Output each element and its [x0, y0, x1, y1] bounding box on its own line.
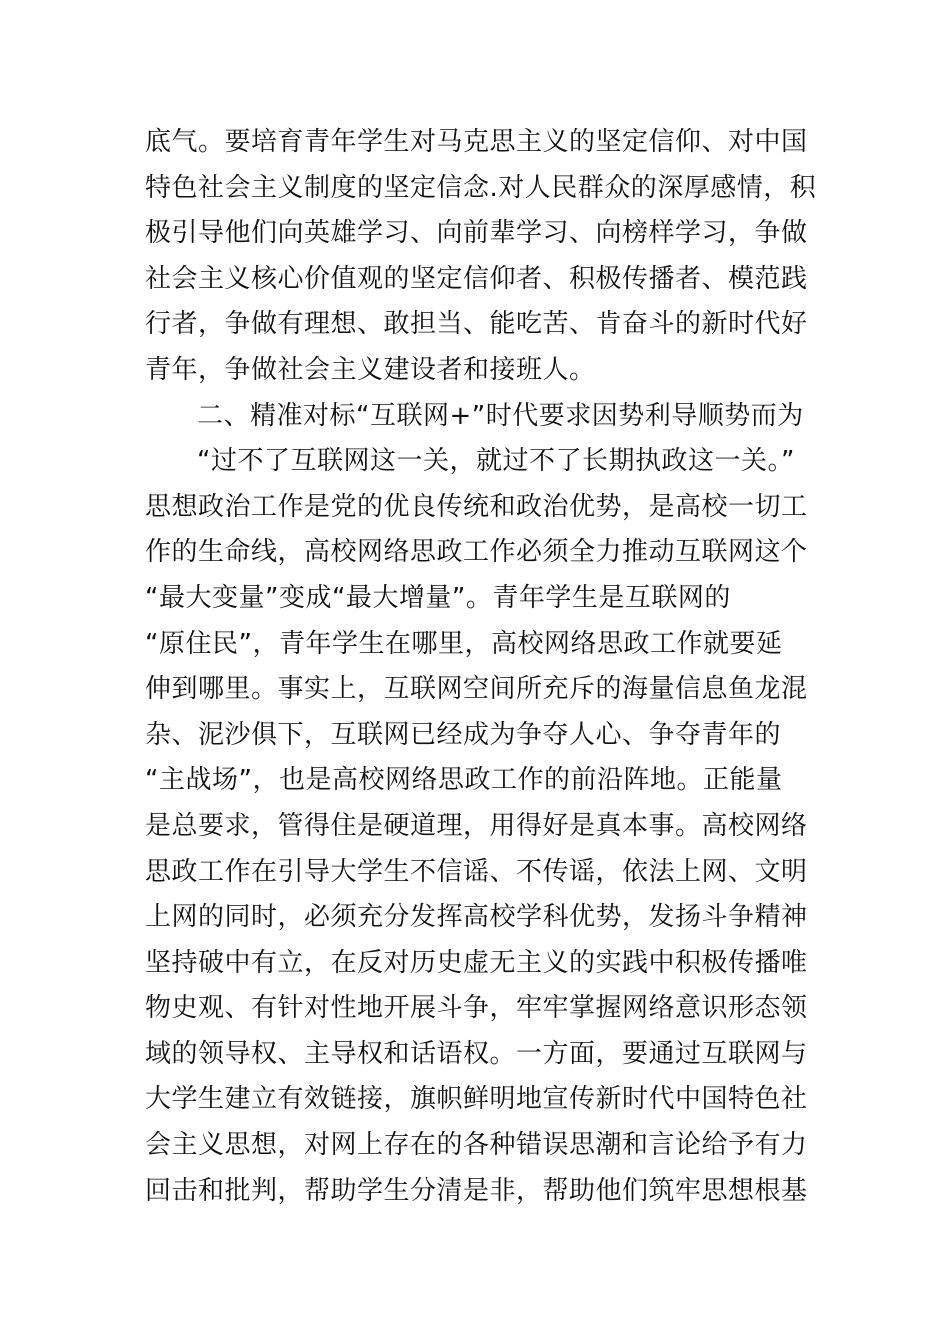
- text-line: 坚持破中有立，在反对历史虚无主义的实践中积极传播唯: [145, 947, 808, 978]
- text-line: 大学生建立有效链接，旗帜鲜明地宣传新时代中国特色社: [145, 1084, 808, 1115]
- text-line: 杂、泥沙俱下，互联网已经成为争夺人心、争夺青年的: [145, 719, 782, 750]
- text-line: 回击和批判，帮助学生分清是非，帮助他们筑牢思想根基: [145, 1175, 808, 1206]
- text-line: 作的生命线，高校网络思政工作必须全力推动互联网这个: [145, 537, 808, 568]
- text-line: 域的领导权、主导权和话语权。一方面，要通过互联网与: [145, 1038, 808, 1069]
- text-line: 上网的同时，必须充分发挥高校学科优势，发扬斗争精神: [145, 902, 808, 933]
- text-line: 行者，争做有理想、敢担当、能吃苦、肯奋斗的新时代好: [145, 309, 808, 340]
- text-line: 青年，争做社会主义建设者和接班人。: [145, 354, 596, 385]
- text-line: 会主义思想，对网上存在的各种错误思潮和言论给予有力: [145, 1130, 808, 1161]
- document-body: [145, 120, 817, 1214]
- text-line: 是总要求，管得住是硬道理，用得好是真本事。高校网络: [145, 810, 808, 841]
- text-line: “原住民”，青年学生在哪里，高校网络思政工作就要延: [145, 628, 783, 659]
- text-line: 底气。要培育青年学生对马克思主义的坚定信仰、对中国: [145, 127, 808, 157]
- text-line: 思政工作在引导大学生不信谣、不传谣，依法上网、文明: [145, 856, 808, 887]
- text-line: 特色社会主义制度的坚定信念.对人民群众的深厚感情，积: [145, 172, 817, 203]
- text-line: 极引导他们向英雄学习、向前辈学习、向榜样学习，争做: [145, 218, 808, 249]
- text-line: 伸到哪里。事实上，互联网空间所充斥的海量信息鱼龙混: [145, 674, 808, 705]
- text-line: 物史观、有针对性地开展斗争，牢牢掌握网络意识形态领: [145, 993, 808, 1024]
- text-line: 思想政治工作是党的优良传统和政治优势，是高校一切工: [145, 491, 808, 522]
- text-line: “主战场”，也是高校网络思政工作的前沿阵地。正能量: [145, 765, 783, 796]
- text-line: 社会主义核心价值观的坚定信仰者、积极传播者、模范践: [145, 263, 808, 294]
- text-line: “最大变量”变成“最大增量”。青年学生是互联网的: [145, 582, 731, 613]
- section-heading-line: “过不了互联网这一关，就过不了长期执政这一关。”: [197, 446, 795, 477]
- section-heading-line: 二、精准对标“互联网+”时代要求因势利导顺势而为: [197, 400, 804, 431]
